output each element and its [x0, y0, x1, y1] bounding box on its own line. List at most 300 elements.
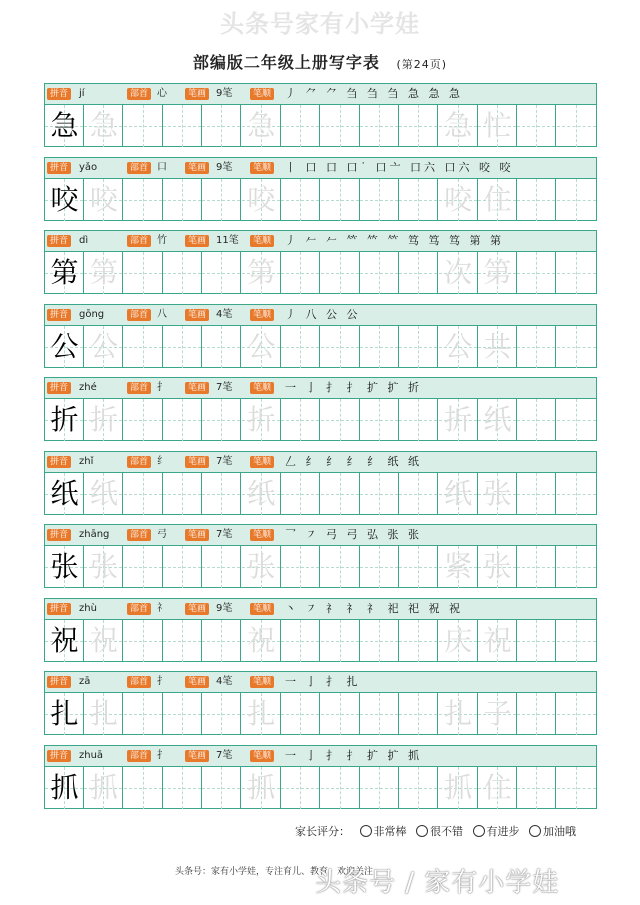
radical-tag: 部首 [127, 456, 151, 468]
trace-character: 纸 [89, 476, 118, 510]
footer-text: 头条号：家有小学娃，专注育儿、教育，欢迎关注 [175, 867, 374, 877]
practice-cell[interactable] [202, 767, 241, 809]
char-row-header [45, 378, 596, 399]
stroke-order: 𠃋 纟 纟 纟 纟 纸 纸 [285, 454, 422, 468]
practice-cell[interactable] [321, 105, 360, 147]
pinyin-tag: 拼音 [47, 309, 71, 321]
pinyin-value: yǎo [79, 161, 98, 173]
practice-cell[interactable] [360, 326, 399, 368]
practice-cell[interactable] [439, 326, 478, 368]
char-row-header [45, 525, 596, 546]
rating-label: 家长评分： [295, 825, 350, 838]
practice-cell[interactable] [202, 179, 241, 221]
pinyin-tag: 拼音 [47, 603, 71, 615]
practice-cell[interactable] [478, 767, 517, 809]
practice-cell[interactable] [517, 326, 556, 368]
strokes-value: 7笔 [216, 455, 233, 467]
practice-cell[interactable] [84, 767, 123, 809]
practice-cell[interactable] [517, 252, 556, 294]
practice-cell[interactable] [84, 105, 123, 147]
practice-cell[interactable] [399, 473, 438, 515]
practice-cell[interactable] [399, 767, 438, 809]
model-character: 纸 [50, 476, 79, 510]
practice-cell[interactable] [478, 693, 517, 735]
model-character: 咬 [50, 182, 79, 216]
practice-cell[interactable] [163, 546, 202, 588]
pinyin-value: zā [79, 676, 91, 687]
radical-value: 纟 [157, 455, 167, 467]
practice-cell[interactable] [517, 105, 556, 147]
practice-grid [45, 252, 596, 294]
practice-cell[interactable] [202, 473, 241, 515]
model-character: 折 [50, 403, 79, 436]
trace-character: 住 [483, 182, 512, 216]
practice-cell[interactable] [360, 399, 399, 441]
trace-character: 公 [444, 329, 473, 363]
practice-cell[interactable] [399, 105, 438, 147]
practice-cell[interactable] [321, 326, 360, 368]
practice-cell[interactable] [557, 399, 596, 441]
practice-cell[interactable] [281, 252, 320, 294]
practice-cell[interactable] [478, 546, 517, 588]
practice-cell[interactable] [557, 326, 596, 368]
strokes-tag: 笔画 [185, 676, 209, 688]
practice-cell[interactable] [478, 473, 517, 515]
practice-cell[interactable] [360, 693, 399, 735]
char-row-header [45, 672, 596, 693]
stroke-order: 一 亅 扌 扌 扩 扩 抓 [285, 748, 422, 762]
practice-cell[interactable] [478, 252, 517, 294]
radical-tag: 部首 [127, 309, 151, 321]
trace-character: 次 [444, 256, 473, 289]
practice-cell[interactable] [399, 179, 438, 221]
pinyin-value: jí [79, 88, 85, 99]
page-title [0, 50, 640, 73]
practice-cell[interactable] [439, 620, 478, 662]
practice-cell[interactable] [360, 546, 399, 588]
practice-cell[interactable] [242, 399, 281, 441]
practice-grid [45, 105, 596, 147]
practice-cell[interactable] [84, 252, 123, 294]
parent-rating [295, 823, 576, 839]
order-tag: 笔顺 [250, 162, 274, 174]
practice-cell[interactable] [517, 767, 556, 809]
pinyin-value: zhuā [79, 749, 104, 761]
practice-cell[interactable] [45, 399, 84, 441]
practice-cell[interactable] [163, 105, 202, 147]
radical-tag: 部首 [127, 529, 151, 541]
char-row [44, 598, 597, 662]
trace-character: 张 [89, 550, 118, 583]
strokes-value: 9笔 [216, 602, 233, 614]
practice-grid [45, 399, 596, 441]
radical-value: 礻 [157, 602, 167, 614]
radical-value: 弓 [157, 529, 167, 540]
order-tag: 笔顺 [250, 676, 274, 688]
trace-character: 折 [444, 403, 473, 436]
char-row [44, 83, 597, 147]
trace-character: 祝 [247, 623, 276, 657]
trace-character: 第 [483, 256, 512, 289]
trace-character: 子 [483, 697, 512, 730]
trace-character: 抓 [247, 770, 276, 804]
practice-cell[interactable] [321, 546, 360, 588]
practice-cell[interactable] [163, 767, 202, 809]
practice-cell[interactable] [517, 693, 556, 735]
practice-cell[interactable] [399, 693, 438, 735]
practice-cell[interactable] [517, 620, 556, 662]
practice-cell[interactable] [281, 399, 320, 441]
pinyin-value: gōng [79, 308, 105, 320]
practice-cell[interactable] [242, 767, 281, 809]
stroke-order: 丿 八 公 公 [285, 307, 361, 321]
practice-grid [45, 620, 596, 662]
practice-cell[interactable] [124, 105, 163, 147]
strokes-tag: 笔画 [185, 382, 209, 394]
practice-cell[interactable] [45, 767, 84, 809]
practice-cell[interactable] [45, 179, 84, 221]
practice-cell[interactable] [202, 546, 241, 588]
pinyin-value: dì [79, 235, 89, 246]
strokes-value: 7笔 [216, 529, 233, 540]
watermark-bottom: 头条号 / 家有小学娃 [315, 868, 560, 898]
practice-grid [45, 326, 596, 368]
radical-value: 八 [157, 308, 167, 320]
practice-cell[interactable] [360, 473, 399, 515]
stroke-order: 一 亅 扌 扎 [285, 675, 361, 688]
radical-value: 扌 [157, 676, 167, 687]
practice-cell[interactable] [360, 179, 399, 221]
practice-cell[interactable] [202, 252, 241, 294]
strokes-tag: 笔画 [185, 88, 209, 100]
trace-character: 纸 [247, 476, 276, 510]
practice-cell[interactable] [399, 620, 438, 662]
practice-cell[interactable] [281, 620, 320, 662]
practice-cell[interactable] [45, 473, 84, 515]
practice-cell[interactable] [163, 252, 202, 294]
practice-cell[interactable] [399, 252, 438, 294]
strokes-tag: 笔画 [185, 309, 209, 321]
trace-character: 抓 [89, 770, 118, 804]
practice-cell[interactable] [321, 767, 360, 809]
practice-cell[interactable] [439, 546, 478, 588]
order-tag: 笔顺 [250, 382, 274, 394]
practice-cell[interactable] [242, 105, 281, 147]
practice-cell[interactable] [360, 767, 399, 809]
practice-cell[interactable] [163, 473, 202, 515]
practice-cell[interactable] [202, 326, 241, 368]
practice-cell[interactable] [360, 105, 399, 147]
strokes-value: 4笔 [216, 676, 233, 687]
practice-cell[interactable] [360, 620, 399, 662]
practice-grid [45, 546, 596, 588]
stroke-order: 乛 ㇇ 弓 弓 弘 张 张 [285, 528, 422, 541]
trace-character: 扎 [247, 697, 276, 730]
practice-cell[interactable] [163, 620, 202, 662]
strokes-value: 4笔 [216, 308, 233, 320]
practice-cell[interactable] [360, 252, 399, 294]
trace-character: 张 [247, 550, 276, 583]
practice-cell[interactable] [557, 105, 596, 147]
practice-cell[interactable] [557, 620, 596, 662]
pinyin-tag: 拼音 [47, 382, 71, 394]
radio-circle-icon [473, 825, 485, 837]
practice-cell[interactable] [478, 399, 517, 441]
practice-cell[interactable] [124, 767, 163, 809]
practice-cell[interactable] [242, 546, 281, 588]
char-row-header [45, 746, 596, 767]
practice-cell[interactable] [321, 252, 360, 294]
strokes-tag: 笔画 [185, 750, 209, 762]
practice-cell[interactable] [45, 252, 84, 294]
practice-cell[interactable] [45, 693, 84, 735]
trace-character: 急 [247, 109, 276, 142]
practice-cell[interactable] [478, 105, 517, 147]
practice-cell[interactable] [84, 546, 123, 588]
practice-cell[interactable] [478, 179, 517, 221]
practice-cell[interactable] [45, 546, 84, 588]
trace-character: 张 [483, 476, 512, 510]
practice-cell[interactable] [321, 179, 360, 221]
practice-cell[interactable] [321, 620, 360, 662]
model-character: 急 [50, 109, 79, 142]
practice-cell[interactable] [124, 179, 163, 221]
stroke-order: 丿 ⺈ ⺈ 刍 刍 刍 急 急 急 [285, 87, 463, 100]
practice-cell[interactable] [45, 326, 84, 368]
practice-cell[interactable] [242, 252, 281, 294]
pinyin-tag: 拼音 [47, 750, 71, 762]
practice-cell[interactable] [517, 399, 556, 441]
practice-cell[interactable] [84, 179, 123, 221]
practice-cell[interactable] [163, 399, 202, 441]
practice-cell[interactable] [242, 473, 281, 515]
trace-character: 第 [247, 256, 276, 289]
practice-cell[interactable] [124, 620, 163, 662]
stroke-order: 丶 ㇇ 礻 礻 礻 祀 祀 祝 祝 [285, 601, 463, 615]
strokes-value: 7笔 [216, 749, 233, 761]
practice-cell[interactable] [321, 473, 360, 515]
practice-cell[interactable] [439, 473, 478, 515]
model-character: 张 [50, 550, 79, 583]
practice-cell[interactable] [399, 546, 438, 588]
radio-circle-icon [416, 825, 428, 837]
practice-cell[interactable] [557, 179, 596, 221]
trace-character: 住 [483, 770, 512, 804]
practice-cell[interactable] [281, 473, 320, 515]
practice-cell[interactable] [281, 546, 320, 588]
pinyin-tag: 拼音 [47, 529, 71, 541]
practice-cell[interactable] [281, 693, 320, 735]
trace-character: 扎 [444, 697, 473, 730]
stroke-order: 一 亅 扌 扌 扩 扩 折 [285, 381, 422, 394]
practice-cell[interactable] [281, 179, 320, 221]
trace-character: 咬 [247, 182, 276, 216]
practice-cell[interactable] [557, 252, 596, 294]
practice-grid [45, 473, 596, 515]
practice-cell[interactable] [124, 252, 163, 294]
char-row [44, 157, 597, 221]
trace-character: 纸 [444, 476, 473, 510]
strokes-tag: 笔画 [185, 603, 209, 615]
order-tag: 笔顺 [250, 529, 274, 541]
practice-cell[interactable] [321, 693, 360, 735]
pinyin-value: zhǐ [79, 455, 94, 467]
char-row [44, 377, 597, 441]
trace-character: 咬 [89, 182, 118, 216]
strokes-value: 9笔 [216, 88, 233, 99]
trace-character: 折 [247, 403, 276, 436]
model-character: 第 [50, 256, 79, 289]
practice-cell[interactable] [84, 473, 123, 515]
order-tag: 笔顺 [250, 309, 274, 321]
practice-cell[interactable] [163, 326, 202, 368]
practice-cell[interactable] [517, 179, 556, 221]
practice-cell[interactable] [202, 620, 241, 662]
pinyin-tag: 拼音 [47, 88, 71, 100]
practice-cell[interactable] [439, 693, 478, 735]
radical-value: 扌 [157, 382, 167, 393]
practice-cell[interactable] [557, 767, 596, 809]
radio-circle-icon [529, 825, 541, 837]
practice-cell[interactable] [478, 326, 517, 368]
practice-cell[interactable] [242, 326, 281, 368]
trace-character: 公 [247, 329, 276, 363]
trace-character: 共 [483, 329, 512, 363]
practice-cell[interactable] [281, 105, 320, 147]
order-tag: 笔顺 [250, 88, 274, 100]
char-row [44, 451, 597, 515]
practice-cell[interactable] [84, 693, 123, 735]
rating-option-excellent[interactable]: 非常棒 [360, 825, 407, 838]
practice-cell[interactable] [281, 326, 320, 368]
practice-cell[interactable] [321, 399, 360, 441]
practice-cell[interactable] [439, 105, 478, 147]
practice-cell[interactable] [439, 179, 478, 221]
practice-cell[interactable] [45, 105, 84, 147]
practice-cell[interactable] [242, 179, 281, 221]
practice-cell[interactable] [557, 473, 596, 515]
trace-character: 纸 [483, 403, 512, 436]
pinyin-tag: 拼音 [47, 235, 71, 247]
rating-option-progress[interactable]: 有进步 [473, 825, 520, 838]
practice-cell[interactable] [242, 693, 281, 735]
radical-value: 心 [157, 88, 167, 99]
radio-circle-icon [360, 825, 372, 837]
trace-character: 第 [89, 256, 118, 289]
practice-cell[interactable] [281, 767, 320, 809]
strokes-value: 7笔 [216, 382, 233, 393]
radical-value: 扌 [157, 749, 167, 761]
practice-cell[interactable] [163, 693, 202, 735]
char-row [44, 230, 597, 294]
trace-character: 紧 [444, 550, 473, 583]
char-row-header [45, 305, 596, 326]
pinyin-value: zhù [79, 602, 97, 614]
trace-character: 忙 [483, 109, 512, 142]
practice-cell[interactable] [202, 105, 241, 147]
rating-option-keep-trying[interactable]: 加油哦 [529, 825, 576, 838]
practice-cell[interactable] [242, 620, 281, 662]
radical-tag: 部首 [127, 162, 151, 174]
stroke-order: 丨 口 口 口˙ 口亠 口六 口六 咬 咬 [285, 160, 514, 174]
char-row-header [45, 452, 596, 473]
trace-character: 急 [89, 109, 118, 142]
practice-cell[interactable] [84, 399, 123, 441]
order-tag: 笔顺 [250, 603, 274, 615]
radical-tag: 部首 [127, 88, 151, 100]
model-character: 公 [50, 329, 79, 363]
practice-cell[interactable] [517, 546, 556, 588]
char-row [44, 524, 597, 588]
radical-tag: 部首 [127, 603, 151, 615]
watermark-top: 头条号家有小学娃 [220, 10, 420, 38]
practice-cell[interactable] [124, 546, 163, 588]
trace-character: 扎 [89, 697, 118, 730]
radical-value: 竹 [157, 235, 167, 246]
trace-character: 祝 [483, 623, 512, 657]
char-row-header [45, 599, 596, 620]
title-text: 部编版二年级上册写字表 [192, 53, 380, 72]
practice-grid [45, 179, 596, 221]
practice-grid [45, 693, 596, 735]
practice-cell[interactable] [517, 473, 556, 515]
practice-cell[interactable] [399, 399, 438, 441]
strokes-tag: 笔画 [185, 456, 209, 468]
practice-cell[interactable] [439, 767, 478, 809]
practice-cell[interactable] [124, 399, 163, 441]
trace-character: 抓 [444, 770, 473, 804]
practice-cell[interactable] [399, 326, 438, 368]
order-tag: 笔顺 [250, 235, 274, 247]
practice-cell[interactable] [84, 620, 123, 662]
order-tag: 笔顺 [250, 456, 274, 468]
trace-character: 急 [444, 109, 473, 142]
practice-cell[interactable] [45, 620, 84, 662]
practice-cell[interactable] [557, 546, 596, 588]
pinyin-tag: 拼音 [47, 456, 71, 468]
trace-character: 庆 [444, 623, 473, 657]
strokes-value: 11笔 [216, 235, 239, 246]
pinyin-value: zhāng [79, 529, 110, 540]
strokes-tag: 笔画 [185, 235, 209, 247]
practice-cell[interactable] [439, 252, 478, 294]
stroke-order: 丿 𠂉 𠂉 𥫗 𥫗 𥫗 笃 笃 笃 第 第 [285, 234, 504, 247]
rating-option-good[interactable]: 很不错 [416, 825, 463, 838]
practice-cell[interactable] [557, 693, 596, 735]
practice-cell[interactable] [202, 693, 241, 735]
char-row-header [45, 158, 596, 179]
practice-cell[interactable] [439, 399, 478, 441]
radical-tag: 部首 [127, 750, 151, 762]
radical-tag: 部首 [127, 382, 151, 394]
char-row-header [45, 231, 596, 252]
practice-cell[interactable] [163, 179, 202, 221]
char-row [44, 745, 597, 809]
trace-character: 公 [89, 329, 118, 363]
model-character: 扎 [50, 697, 79, 730]
practice-cell[interactable] [124, 473, 163, 515]
practice-cell[interactable] [124, 326, 163, 368]
trace-character: 张 [483, 550, 512, 583]
practice-cell[interactable] [202, 399, 241, 441]
practice-cell[interactable] [478, 620, 517, 662]
practice-cell[interactable] [124, 693, 163, 735]
radical-value: 口 [157, 161, 167, 173]
trace-character: 咬 [444, 182, 473, 216]
pinyin-tag: 拼音 [47, 676, 71, 688]
radical-tag: 部首 [127, 235, 151, 247]
practice-cell[interactable] [84, 326, 123, 368]
